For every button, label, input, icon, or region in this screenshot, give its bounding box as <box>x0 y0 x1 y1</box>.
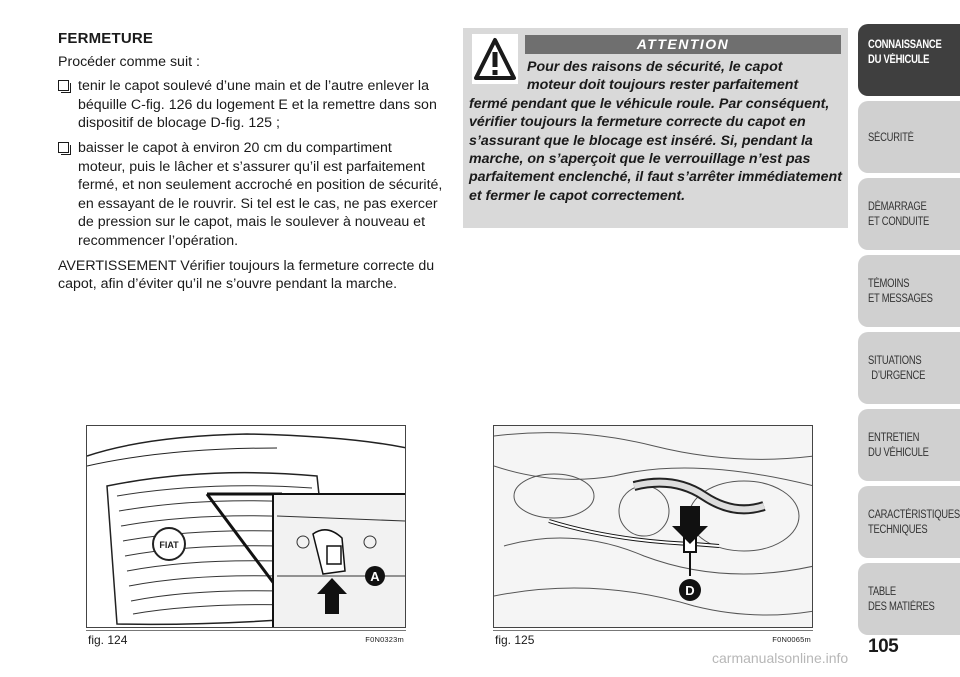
figure-code: F0N0323m <box>365 635 404 644</box>
section-title: FERMETURE <box>58 30 154 47</box>
caption-rule <box>493 630 813 631</box>
tab-demarrage-et-conduite[interactable]: DÉMARRAGE ET CONDUITE <box>858 178 960 250</box>
attention-line-2: moteur doit toujours rester parfaitement <box>527 77 799 94</box>
main-text-column <box>58 30 443 300</box>
tab-caracteristiques-techniques[interactable]: CARACTÉRISTIQUES TECHNIQUES <box>858 486 960 558</box>
chapter-sidebar <box>858 24 960 644</box>
figure-caption: fig. 124 <box>88 633 128 647</box>
tab-entretien-du-vehicule[interactable]: ENTRETIEN DU VÉHICULE <box>858 409 960 481</box>
callout-a: A <box>370 569 380 584</box>
attention-banner: ATTENTION <box>525 35 841 54</box>
attention-line-1: Pour des raisons de sécurité, le capot <box>527 59 783 75</box>
figure-125-image <box>493 425 813 628</box>
tab-table-des-matieres[interactable]: TABLE DES MATIÈRES <box>858 563 960 635</box>
attention-text <box>469 58 844 205</box>
badge-label: FIAT <box>159 540 179 550</box>
figure-code: F0N0065m <box>772 635 811 644</box>
attention-box <box>463 28 848 228</box>
callout-d: D <box>685 583 695 598</box>
figure-124 <box>86 425 406 648</box>
engine-bay-illustration <box>494 426 813 628</box>
warning-text: AVERTISSEMENT Vérifier toujours la fermeture correcte du capot, afin d’éviter qu’il ne s’ouvre pendant la marche. <box>58 257 435 293</box>
figure-caption: fig. 125 <box>495 633 535 647</box>
tab-connaissance-du-vehicule[interactable]: CONNAISSANCE DU VÉHICULE <box>858 24 960 96</box>
watermark: carmanualsonline.info <box>712 650 849 666</box>
attention-body: fermé pendant que le véhicule roule. Par conséquent, vérifier toujours la fermeture correcte du capot en s’assurant que le blocage est inséré. Si, pendant la marche, on s’aperçoit que le verrouillage n’est pas parfaitement enclenché, il faut s’arrêter immédiatement et fermer le capot correctement. <box>469 95 842 204</box>
bullet-text: tenir le capot soulevé d’une main et de l’autre enlever la béquille C-fig. 126 du logement E et la remettre dans son dispositif de blocage D-fig. 125 ; <box>78 78 437 132</box>
figure-125 <box>493 425 813 648</box>
checkbox-bullet-icon <box>58 80 69 91</box>
checkbox-bullet-icon <box>58 142 69 153</box>
figure-124-image <box>86 425 406 628</box>
caption-rule <box>86 630 406 631</box>
tab-situations-d-urgence[interactable]: SITUATIONS D’URGENCE <box>858 332 960 404</box>
tab-temoins-et-messages[interactable]: TÉMOINS ET MESSAGES <box>858 255 960 327</box>
bullet-item <box>58 77 443 133</box>
page-number: 105 <box>868 636 899 657</box>
bullet-item <box>58 139 443 251</box>
bullet-text: baisser le capot à environ 20 cm du compartiment moteur, puis le lâcher et s’assurer qu’il est parfaitement fermé, et non seulement accroché en position de sécurité, en essayant de le rouvrir. Si tel est le cas, ne pas exercer de pression sur le capot, mais le soulever à nouveau et recommencer l’opération. <box>78 139 443 249</box>
tab-securite[interactable]: SÉCURITÉ <box>858 101 960 173</box>
front-grille-illustration <box>87 426 406 628</box>
intro-text: Procéder comme suit : <box>58 53 200 70</box>
